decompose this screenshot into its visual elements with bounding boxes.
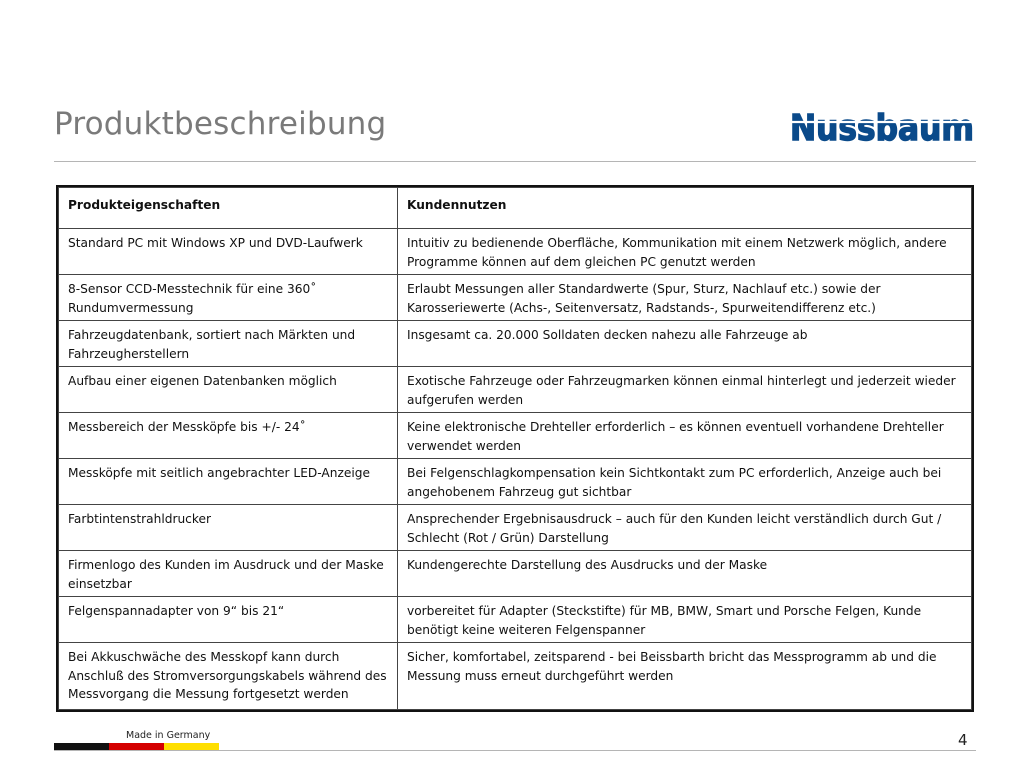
- feature-cell: Aufbau einer eigenen Datenbanken möglich: [59, 367, 398, 413]
- table-row: [59, 321, 972, 367]
- flag-stripe-red: [109, 743, 164, 750]
- benefit-cell: Keine elektronische Drehteller erforderlich – es können eventuell vorhandene Drehteller verwendet werden: [398, 413, 972, 459]
- feature-cell: Firmenlogo des Kunden im Ausdruck und der Maske einsetzbar: [59, 551, 398, 597]
- table-header-row: [59, 188, 972, 229]
- benefit-cell: Exotische Fahrzeuge oder Fahrzeugmarken können einmal hinterlegt und jederzeit wieder aufgerufen werden: [398, 367, 972, 413]
- table-row: [59, 367, 972, 413]
- header-kundennutzen: Kundennutzen: [398, 188, 972, 229]
- product-table: [56, 185, 974, 712]
- table-row: [59, 551, 972, 597]
- header-produkteigenschaften: Produkteigenschaften: [59, 188, 398, 229]
- flag-stripe-black: [54, 743, 109, 750]
- benefit-cell: Bei Felgenschlagkompensation kein Sichtkontakt zum PC erforderlich, Anzeige auch bei angehobenem Fahrzeug gut sichtbar: [398, 459, 972, 505]
- table-row: [59, 597, 972, 643]
- feature-cell: Farbtintenstrahldrucker: [59, 505, 398, 551]
- title-divider: [54, 161, 976, 162]
- benefit-cell: Kundengerechte Darstellung des Ausdrucks und der Maske: [398, 551, 972, 597]
- table-row: [59, 459, 972, 505]
- benefit-cell: Erlaubt Messungen aller Standardwerte (Spur, Sturz, Nachlauf etc.) sowie der Karosseriewerte (Achs-, Seitenversatz, Radstands-, Spurweitendifferenz etc.): [398, 275, 972, 321]
- table-row: [59, 643, 972, 710]
- made-in-germany-label: Made in Germany: [126, 730, 211, 741]
- footer-divider: [54, 750, 976, 751]
- feature-cell: Felgenspannadapter von 9“ bis 21“: [59, 597, 398, 643]
- feature-cell: Standard PC mit Windows XP und DVD-Laufwerk: [59, 229, 398, 275]
- benefit-cell: Ansprechender Ergebnisausdruck – auch für den Kunden leicht verständlich durch Gut / Schlecht (Rot / Grün) Darstellung: [398, 505, 972, 551]
- feature-cell: Messköpfe mit seitlich angebrachter LED-Anzeige: [59, 459, 398, 505]
- flag-stripe-gold: [164, 743, 219, 750]
- benefit-cell: Sicher, komfortabel, zeitsparend - bei Beissbarth bricht das Messprogramm ab und die Messung muss erneut durchgeführt werden: [398, 643, 972, 710]
- feature-cell: Messbereich der Messköpfe bis +/- 24˚: [59, 413, 398, 459]
- benefit-cell: Intuitiv zu bedienende Oberfläche, Kommunikation mit einem Netzwerk möglich, andere Programme können auf dem gleichen PC genutzt werden: [398, 229, 972, 275]
- table-row: [59, 229, 972, 275]
- benefit-cell: Insgesamt ca. 20.000 Solldaten decken nahezu alle Fahrzeuge ab: [398, 321, 972, 367]
- feature-cell: Fahrzeugdatenbank, sortiert nach Märkten und Fahrzeugherstellern: [59, 321, 398, 367]
- svg-text:Nussbaum: Nussbaum: [790, 108, 974, 149]
- benefit-cell: vorbereitet für Adapter (Steckstifte) für MB, BMW, Smart und Porsche Felgen, Kunde benötigt keine weiteren Felgenspanner: [398, 597, 972, 643]
- page-number: 4: [958, 731, 968, 749]
- page-title: Produktbeschreibung: [54, 106, 387, 142]
- table-row: [59, 413, 972, 459]
- feature-cell: 8-Sensor CCD-Messtechnik für eine 360˚ Rundumvermessung: [59, 275, 398, 321]
- feature-cell: Bei Akkuschwäche des Messkopf kann durch Anschluß des Stromversorgungskabels während des Messvorgang die Messung fortgesetzt werden: [59, 643, 398, 710]
- nussbaum-logo: [788, 108, 976, 148]
- table-row: [59, 505, 972, 551]
- table-row: [59, 275, 972, 321]
